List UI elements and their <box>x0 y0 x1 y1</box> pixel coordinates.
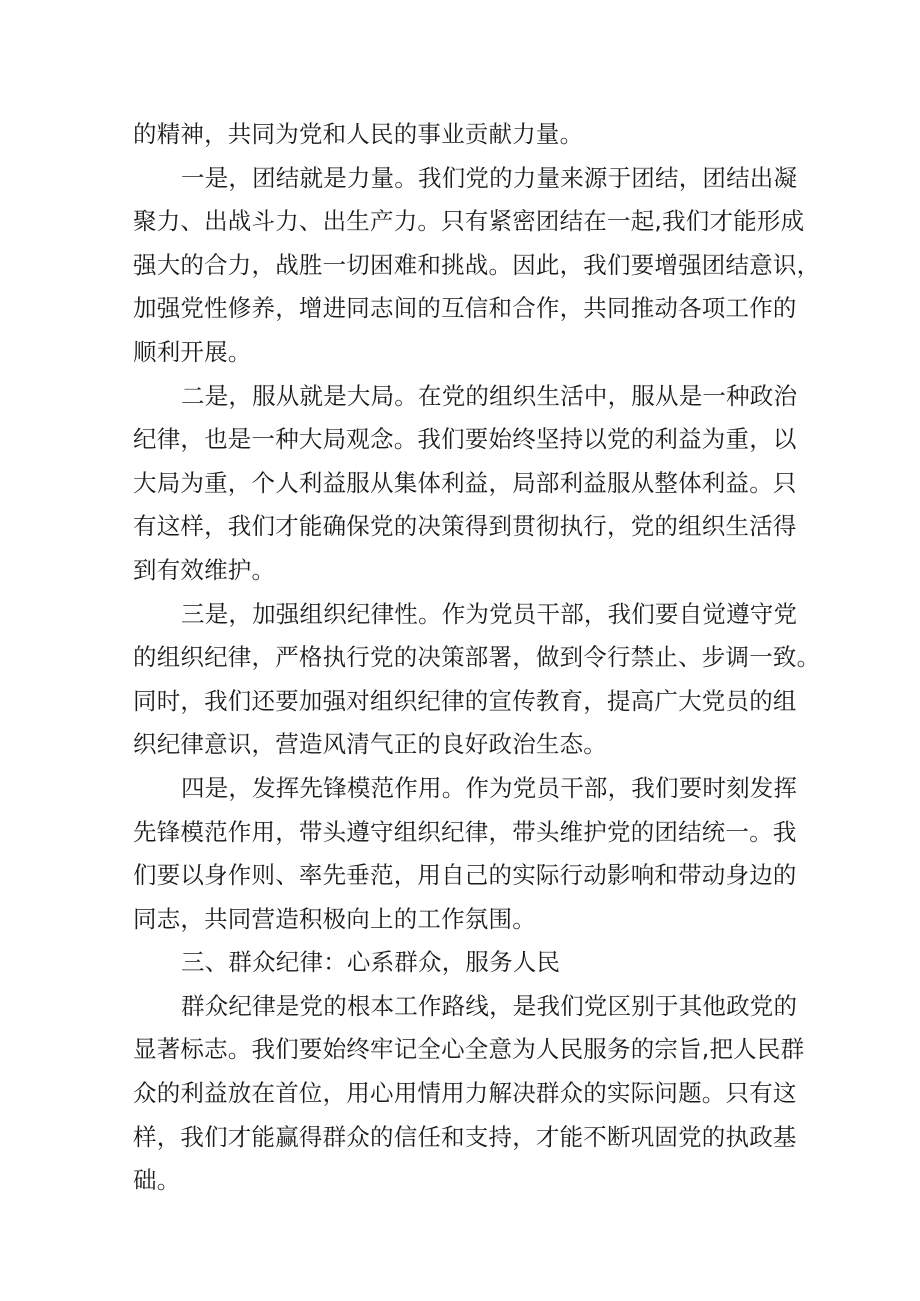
text-line: 到有效维护。 <box>133 555 276 584</box>
text-line: 三是，加强组织纪律性。作为党员干部，我们要自觉遵守党 <box>181 599 798 628</box>
text-line: 同志，共同营造积极向上的工作氛围。 <box>133 904 536 933</box>
text-line: 显著标志。我们要始终牢记全心全意为人民服务的宗旨,把人民群 <box>133 1035 805 1064</box>
text-line: 织纪律意识，营造风清气正的良好政治生态。 <box>133 730 607 759</box>
text-line: 的精神，共同为党和人民的事业贡献力量。 <box>133 120 584 148</box>
text-line: 有这样，我们才能确保党的决策得到贯彻执行，党的组织生活得 <box>133 512 797 541</box>
text-line: 二是，服从就是大局。在党的组织生活中，服从是一种政治 <box>181 381 798 410</box>
section-heading: 三、群众纪律：心系群众，服务人民 <box>181 948 561 977</box>
text-line: 的组织纪律，严格执行党的决策部署，做到令行禁止、步调一致。 <box>133 643 821 672</box>
text-line: 聚力、出战斗力、出生产力。只有紧密团结在一起,我们才能形成 <box>133 207 805 236</box>
text-line: 础。 <box>133 1166 181 1195</box>
text-line: 样，我们才能赢得群众的信任和支持，才能不断巩固党的执政基 <box>133 1122 797 1151</box>
text-line: 众的利益放在首位，用心用情用力解决群众的实际问题。只有这 <box>133 1079 797 1108</box>
text-line: 纪律，也是一种大局观念。我们要始终坚持以党的利益为重，以 <box>133 425 797 454</box>
text-line: 顺利开展。 <box>133 337 252 366</box>
text-line: 加强党性修养，增进同志间的互信和合作，共同推动各项工作的 <box>133 294 797 323</box>
text-line: 四是，发挥先锋模范作用。作为党员干部，我们要时刻发挥 <box>181 773 798 802</box>
text-line: 一是，团结就是力量。我们党的力量来源于团结，团结出凝 <box>181 163 798 192</box>
text-line: 大局为重，个人利益服从集体利益，局部利益服从整体利益。只 <box>133 468 797 497</box>
body-text <box>133 113 821 1203</box>
text-line: 群众纪律是党的根本工作路线，是我们党区别于其他政党的 <box>181 991 798 1020</box>
text-line: 强大的合力，战胜一切困难和挑战。因此，我们要增强团结意识， <box>133 250 821 279</box>
text-line: 先锋模范作用，带头遵守组织纪律，带头维护党的团结统一。我 <box>133 817 797 846</box>
text-line: 们要以身作则、率先垂范，用自己的实际行动影响和带动身边的 <box>133 861 797 890</box>
text-line: 同时，我们还要加强对组织纪律的宣传教育，提高广大党员的组 <box>133 686 797 715</box>
